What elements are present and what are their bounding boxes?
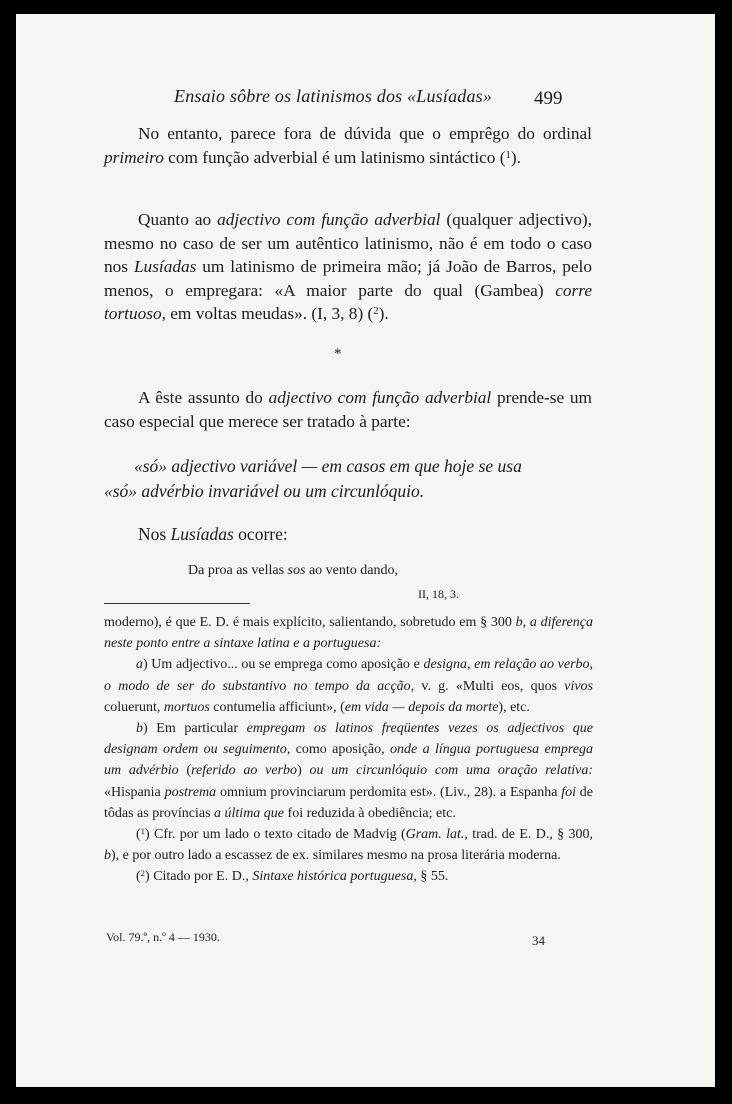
footnote-number: 1 (140, 826, 146, 837)
verse-reference: II, 18, 3. (418, 587, 459, 601)
text-run: ), e por outro lado a escassez de ex. similares mesmo na prosa literária moderna. (111, 848, 561, 864)
footnote-ref-2: 2 (373, 305, 379, 318)
text-run: com função adverbial é um latinismo sintáctico ( (163, 147, 506, 167)
italic-run: Sintaxe histórica portuguesa (252, 869, 414, 885)
text-run: ), etc. (498, 699, 530, 715)
italic-run: mortuos (163, 699, 210, 715)
italic-run: b (104, 848, 111, 864)
text-run: Cfr. por um lado o texto citado de Madvig ( (149, 827, 406, 843)
italic-run: designa, em relação ao verbo, o modo de ser do substantivo no tempo da acção (104, 657, 594, 694)
italic-run: empregam os latinos freqüentes vezes os adjectivos que designam ordem ou seguimento (104, 721, 593, 758)
italic-run: adjectivo com função adverbial (268, 388, 492, 407)
text-run: coluerunt, (104, 699, 164, 715)
text-run: , (522, 615, 530, 630)
verse-quote (188, 563, 398, 579)
document-page (16, 14, 715, 1087)
text-run: , como aposição, (286, 742, 391, 758)
rule-line-2: «só» advérbio invariável ou um circunlóquio. (104, 481, 425, 501)
italic-run: vivos (564, 678, 593, 694)
text-run: Da proa as vellas (188, 563, 288, 578)
italic-run: ou um circunlóquio com uma oração relativa: (309, 763, 593, 779)
text-run: , em voltas meudas». (I, 3, 8) ( (161, 304, 374, 323)
rule-line-1: «só» adjectivo variável — em casos em que hoje se usa (134, 456, 522, 476)
italic-run: corre tortuoso (104, 280, 592, 323)
italic-run: sos (287, 563, 306, 578)
text-run: ao vento dando, (305, 563, 398, 578)
italic-run: b (515, 615, 523, 630)
italic-run: referido ao verbo (191, 763, 298, 779)
italic-run: primeiro (104, 147, 164, 167)
italic-run: adjectivo com função adverbial (217, 210, 441, 229)
text-run: ). (510, 147, 521, 167)
text-run: ) (297, 763, 310, 779)
text-run: A êste assunto do (138, 388, 269, 407)
italic-run: a última que (214, 805, 285, 821)
text-run: ) Um adjectivo... ou se emprega como aposição e (143, 657, 424, 673)
volume-signature: Vol. 79.º, n.º 4 — 1930. (106, 930, 220, 944)
section-separator: * (334, 346, 342, 362)
text-run: contumelia afficiunt», ( (209, 699, 345, 715)
text-run: ( (178, 763, 192, 779)
text-run: ). (378, 304, 389, 323)
italic-run: em vida — depois da morte (344, 699, 499, 715)
italic-run: onde a língua portuguesa emprega um advérbio (104, 742, 593, 779)
grammar-rule (104, 454, 594, 504)
text-run: , trad. de E. D., § 300, (464, 827, 593, 843)
footnotes (104, 612, 593, 888)
italic-run: Lusíadas (170, 524, 234, 544)
footnote-1: ($^1$) Cfr. por um lado o texto citado de Madvig (Gram. lat., trad. de E. D., § 300, b), e por outro lado a escassez de ex. similares mesmo na prosa literária moderna. (104, 826, 593, 864)
text-run: Quanto ao (138, 210, 218, 229)
italic-run: foi (561, 784, 576, 800)
text-run: de tôdas as províncias (104, 784, 593, 821)
text-run: Citado por E. D., (149, 869, 253, 885)
text-run: (qualquer adjectivo), mesmo no caso de ser um autêntico latinismo, não é em todo o caso nos (104, 210, 592, 276)
text-run: ocorre: (233, 524, 288, 544)
text-run: ) Em particular (143, 721, 247, 737)
page-header (16, 86, 715, 116)
italic-run: a diferença neste ponto entre a sintaxe latina e a portuguesa: (104, 615, 593, 652)
text-run: No entanto, parece fora de dúvida que o emprêgo do ordinal (138, 124, 592, 143)
footnote-number: 2 (140, 868, 146, 879)
footnote-2: ($^2$) Citado por E. D., Sintaxe histórica portuguesa, § 55. (136, 868, 449, 885)
text-run: Nos (138, 524, 171, 544)
text-run: «Hispania (104, 784, 165, 800)
paragraph-4 (138, 524, 288, 545)
sheet-number: 34 (532, 933, 545, 948)
footnote-item-b (104, 718, 593, 824)
page-number: 499 (534, 88, 563, 109)
text-run: omnium provinciarum perdomita est». (Liv., 28). a Espanha (216, 784, 562, 800)
italic-run: Gram. lat. (405, 827, 465, 843)
footnote-divider (104, 603, 250, 604)
italic-run: postrema (164, 784, 217, 800)
text-run: moderno), é que E. D. é mais explícito, salientando, sobretudo em § 300 (104, 615, 516, 630)
footnote-continuation (104, 612, 593, 654)
italic-run: b (136, 721, 143, 737)
text-run: , v. g. «Multi eos, quos (410, 678, 565, 694)
paragraph-2 (104, 208, 592, 326)
text-run: um latinismo de primeira mão; já João de Barros, pelo menos, o empregara: «A maior parte do qual (Gambea) (104, 257, 592, 300)
paragraph-3 (104, 386, 592, 433)
paragraph-1 (104, 122, 592, 169)
text-run: , § 55. (413, 869, 449, 885)
italic-run: a (136, 657, 143, 673)
running-head: Ensaio sôbre os latinismos dos «Lusíadas» (174, 86, 493, 106)
italic-run: Lusíadas (133, 257, 197, 276)
footnote-item-a (104, 654, 593, 718)
text-run: foi reduzida à obediência; etc. (284, 805, 456, 821)
footnote-ref-1: 1 (505, 148, 511, 161)
text-run: prende-se um caso especial que merece ser tratado à parte: (104, 388, 592, 431)
